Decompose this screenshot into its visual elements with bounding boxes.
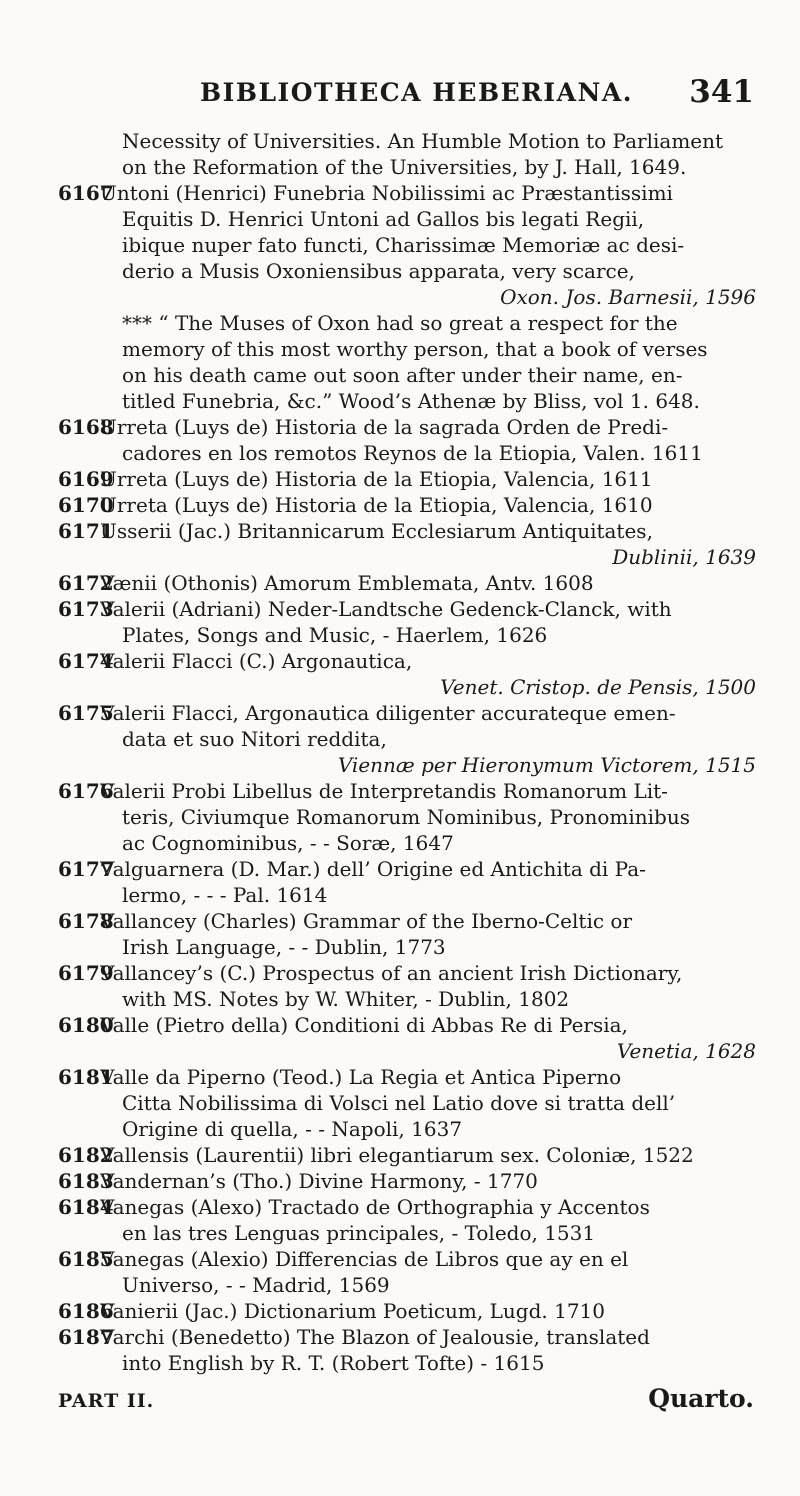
catalog-entry [58, 1324, 760, 1376]
entry-line: Viennæ per Hieronymum Victorem, 1515 [337, 753, 756, 777]
entry-line: Universo, - - Madrid, 1569 [122, 1273, 390, 1297]
entry-number: 6187 [58, 1325, 114, 1349]
entry-line: Valerii (Adriani) Neder-Landtsche Gedenck-Clanck, with [100, 597, 672, 621]
entry-line: Vænii (Othonis) Amorum Emblemata, Antv. 1608 [100, 571, 594, 595]
entry-line: Varchi (Benedetto) The Blazon of Jealousie, translated [100, 1325, 650, 1349]
entry-number: 6183 [58, 1169, 114, 1193]
entry-number: 6168 [58, 415, 114, 439]
catalog-entry [58, 1246, 760, 1298]
catalog-entry [58, 960, 760, 1012]
running-title: BIBLIOTHECA HEBERIANA. [200, 78, 633, 107]
entry-line: Untoni (Henrici) Funebria Nobilissimi ac Præstantissimi [100, 181, 673, 205]
entry-list [58, 180, 760, 1376]
signature-mark: PART II. [58, 1390, 155, 1412]
entry-line: memory of this most worthy person, that a book of verses [122, 337, 708, 361]
entry-line: Urreta (Luys de) Historia de la Etiopia, Valencia, 1610 [100, 493, 653, 517]
catalog-entry [58, 1168, 760, 1194]
entry-line: en las tres Lenguas principales, - Toledo, 1531 [122, 1221, 596, 1245]
entry-line: data et suo Nitori reddita, [122, 727, 387, 751]
entry-number: 6177 [58, 857, 114, 881]
entry-number: 6182 [58, 1143, 114, 1167]
entry-line: *** “ The Muses of Oxon had so great a respect for the [122, 311, 678, 335]
entry-number: 6172 [58, 571, 114, 595]
entry-line: into English by R. T. (Robert Tofte) - 1615 [122, 1351, 545, 1375]
entry-number: 6167 [58, 181, 114, 205]
entry-number: 6180 [58, 1013, 114, 1037]
entry-line: Origine di quella, - - Napoli, 1637 [122, 1117, 463, 1141]
catalog-entry [58, 414, 760, 466]
entry-line: Valle da Piperno (Teod.) La Regia et Antica Piperno [100, 1065, 622, 1089]
catalog-entry [58, 518, 760, 570]
entry-line: Citta Nobilissima di Volsci nel Latio dove si tratta dell’ [122, 1091, 676, 1115]
entry-number: 6178 [58, 909, 114, 933]
entry-line: derio a Musis Oxoniensibus apparata, very scarce, [122, 259, 635, 283]
entry-line: ibique nuper fato functi, Charissimæ Memoriæ ac desi- [122, 233, 685, 257]
catalog-entry [58, 596, 760, 648]
catalog-entry [58, 466, 760, 492]
catchword: Quarto. [648, 1384, 754, 1413]
entry-line: titled Funebria, &c.” Wood’s Athenæ by Bliss, vol 1. 648. [122, 389, 700, 413]
entry-number: 6176 [58, 779, 114, 803]
entry-line: Usserii (Jac.) Britannicarum Ecclesiarum Antiquitates, [100, 519, 653, 543]
entry-number: 6181 [58, 1065, 114, 1089]
entry-line: Oxon. Jos. Barnesii, 1596 [500, 285, 756, 309]
entry-line: Vandernan’s (Tho.) Divine Harmony, - 1770 [100, 1169, 538, 1193]
entry-number: 6185 [58, 1247, 114, 1271]
entry-line: lermo, - - - Pal. 1614 [122, 883, 328, 907]
entry-line: Irish Language, - - Dublin, 1773 [122, 935, 446, 959]
catalog-entry [58, 856, 760, 908]
entry-line: Valle (Pietro della) Conditioni di Abbas Re di Persia, [100, 1013, 628, 1037]
entry-line: cadores en los remotos Reynos de la Etiopia, Valen. 1611 [122, 441, 703, 465]
entry-line: Venetia, 1628 [616, 1039, 756, 1063]
entry-line: Dublinii, 1639 [612, 545, 756, 569]
entry-line: Urreta (Luys de) Historia de la Etiopia, Valencia, 1611 [100, 467, 653, 491]
entry-line: Vallensis (Laurentii) libri elegantiarum sex. Coloniæ, 1522 [100, 1143, 694, 1167]
entry-line: Vanierii (Jac.) Dictionarium Poeticum, Lugd. 1710 [100, 1299, 605, 1323]
entry-number: 6186 [58, 1299, 114, 1323]
catalog-entry [58, 908, 760, 960]
catalog-entry [58, 648, 760, 700]
entry-number: 6169 [58, 467, 114, 491]
entry-line: Equitis D. Henrici Untoni ad Gallos bis legati Regii, [122, 207, 645, 231]
page-number: 341 [689, 74, 754, 110]
continuation-entry [58, 128, 760, 180]
entry-line: Plates, Songs and Music, - Haerlem, 1626 [122, 623, 548, 647]
entry-line: Necessity of Universities. An Humble Motion to Parliament [122, 129, 724, 153]
catalog-entry [58, 700, 760, 778]
catalog-entry [58, 180, 760, 414]
entry-line: Vanegas (Alexo) Tractado de Orthographia y Accentos [100, 1195, 650, 1219]
entry-line: Vallancey (Charles) Grammar of the Iberno-Celtic or [100, 909, 633, 933]
entry-line: Valerii Flacci (C.) Argonautica, [100, 649, 413, 673]
entry-line: Vallancey’s (C.) Prospectus of an ancient Irish Dictionary, [100, 961, 683, 985]
catalog-entry [58, 492, 760, 518]
entry-line: Valerii Flacci, Argonautica diligenter accurateque emen- [100, 701, 676, 725]
entry-line: ac Cognominibus, - - Soræ, 1647 [122, 831, 454, 855]
entry-number: 6174 [58, 649, 114, 673]
catalog-entry [58, 1142, 760, 1168]
entry-line: with MS. Notes by W. Whiter, - Dublin, 1802 [122, 987, 570, 1011]
entry-line: Vanegas (Alexio) Differencias de Libros que ay en el [100, 1247, 629, 1271]
entry-number: 6170 [58, 493, 114, 517]
entry-line: Valerii Probi Libellus de Interpretandis Romanorum Lit- [100, 779, 668, 803]
catalog-entry [58, 1012, 760, 1064]
entry-line: on his death came out soon after under their name, en- [122, 363, 683, 387]
catalog-entry [58, 1298, 760, 1324]
entry-line: Valguarnera (D. Mar.) dell’ Origine ed Antichita di Pa- [100, 857, 646, 881]
entry-number: 6173 [58, 597, 114, 621]
catalog-entry [58, 1194, 760, 1246]
catalog-entry [58, 1064, 760, 1142]
entry-line: teris, Civiumque Romanorum Nominibus, Pronominibus [122, 805, 691, 829]
entry-number: 6175 [58, 701, 114, 725]
page-footer [58, 1384, 760, 1420]
entry-line: Urreta (Luys de) Historia de la sagrada Orden de Predi- [100, 415, 669, 439]
catalog-entry [58, 778, 760, 856]
entry-line: Venet. Cristop. de Pensis, 1500 [440, 675, 756, 699]
entry-number: 6179 [58, 961, 114, 985]
catalog-entries [58, 128, 760, 1376]
entry-number: 6184 [58, 1195, 114, 1219]
entry-number: 6171 [58, 519, 114, 543]
page-header [60, 74, 760, 114]
entry-line: on the Reformation of the Universities, by J. Hall, 1649. [122, 155, 687, 179]
catalog-entry [58, 570, 760, 596]
